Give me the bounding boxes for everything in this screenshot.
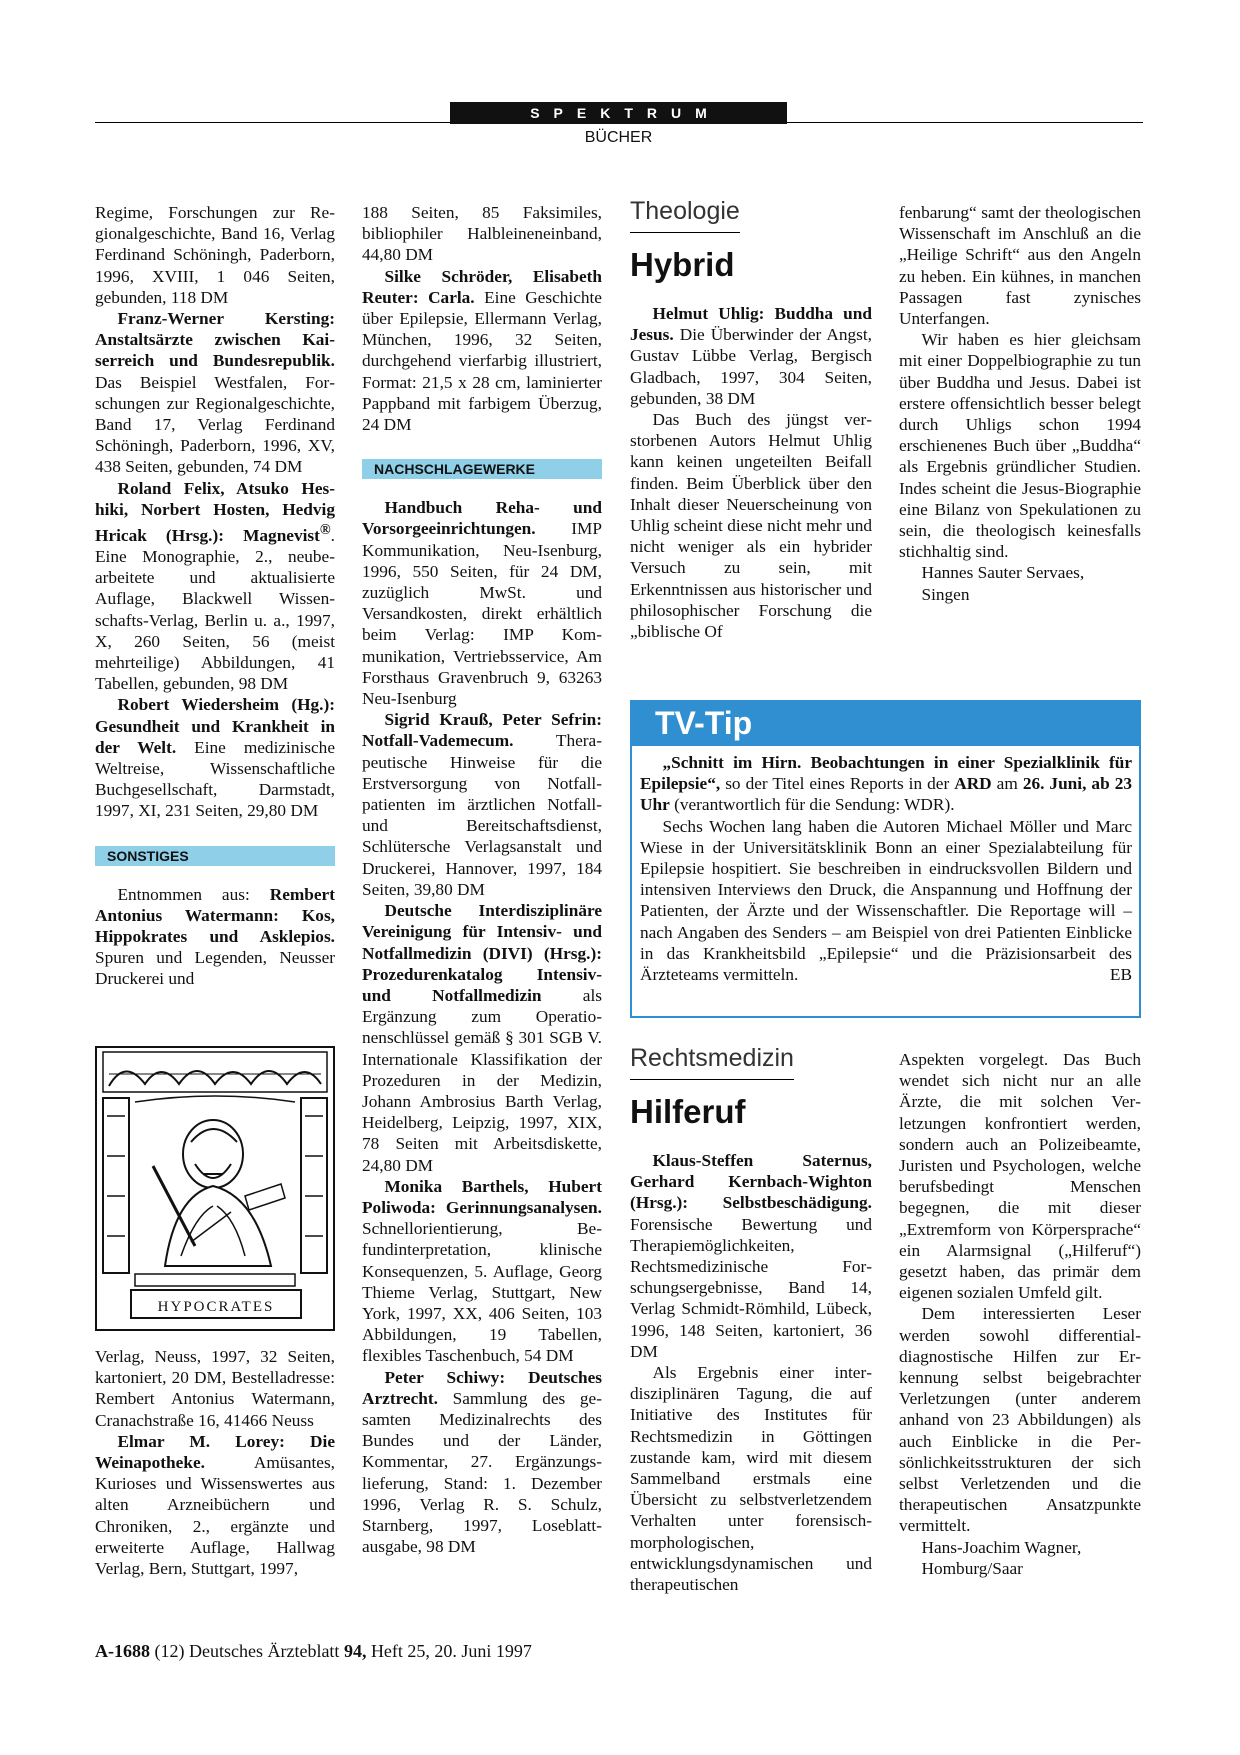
book-entry: Helmut Uhlig: Buddha und Jesus. Die Überwinder der Angst, Gustav Lübbe Verlag, Bergisch Gladbach, 1997, 304 Seiten, gebunden, 38 DM (630, 304, 872, 408)
tv-tip-title: TV-Tip (630, 700, 1141, 746)
book-entry: Klaus-Steffen Saternus, Gerhard Kernbach-Wighton (Hrsg.): Selbstbeschädigung. Forensische Bewertung und Therapiemöglichkeiten, Rechtsmedizinische Forschungsergebnisse, Band 14, Verlag Schmidt-Römhild, Lübeck, 1996, 148 Seiten, kartoniert, 36 DM (630, 1151, 872, 1361)
book-entry: Elmar M. Lorey: Die Weinapotheke. Amüsantes, Kurioses und Wissenswertes aus alten Arzneibüchern und Chroniken, 2., ergänzte und erweiterte Auflage, Hallwag Verlag, Bern, Stuttgart, 1997, (95, 1431, 335, 1579)
book-entry: Peter Schiwy: Deutsches Arztrecht. Sammlung des gesamten Medizinalrechts des Bundes und der Länder, Kommentar, 27. Ergänzungslieferung, Stand: 1. Dezember 1996, Verlag R. S. Schulz, Starnberg, 1997, Loseblattausgabe, 98 DM (362, 1367, 602, 1557)
rechtsmedizin-column-b (899, 1049, 1141, 1579)
picture-caption: HYPOCRATES (157, 1299, 275, 1315)
tv-tip-signature: EB (1109, 965, 1132, 985)
page-footer: A-1688 (12) Deutsches Ärzteblatt 94, Heft 25, 20. Juni 1997 (95, 1641, 532, 1661)
book-entry: Regime, Forschungen zur Regionalgeschichte, Band 16, Verlag Ferdinand Schöningh, Paderborn, 1996, XVIII, 1 046 Seiten, gebunden, 118 DM (95, 203, 335, 307)
book-entry: Franz-Werner Kersting: Anstaltsärzte zwischen Kaiserreich und Bundesrepublik. Das Beispiel Westfalen, Forschungen zur Regionalgeschichte, Band 17, Verlag Ferdinand Schöningh, Paderborn, 1996, XV, 438 Seiten, gebunden, 74 DM (95, 309, 335, 477)
headline-hybrid: Hybrid (630, 246, 735, 283)
column-1 (95, 202, 335, 990)
book-entry: Roland Felix, Atsuko Heshiki, Norbert Hosten, Hedvig Hricak (Hrsg.): Magnevist®. Eine Monographie, 2., neubearbeitete und aktualisierte Auflage, Blackwell Wissenschafts-Verlag, Berlin u. a., 1997, X, 260 Seiten, 56 (meist mehrteilige) Abbildungen, 41 Tabellen, gebunden, 98 DM (95, 478, 335, 694)
book-entry: Monika Barthels, Hubert Poliwoda: Gerinnungsanalysen. Schnellorientierung, Befundinterpretation, klinische Konsequenzen, 5. Auflage, Georg Thieme Verlag, Stuttgart, New York, 1997, XX, 406 Seiten, 103 Abbildungen, 19 Tabellen, flexibles Taschenbuch, 54 DM (362, 1176, 602, 1366)
subsection-header: BÜCHER (584, 129, 653, 146)
review-paragraph: Das Buch des jüngst verstorbenen Autors Helmut Uhlig kann keinen ungeteilten Beifall finden. Beim Überblick über den Inhalt dieser Neuerscheinung von Uhlig scheint diese nicht mehr und nicht weniger als ein hybrider Versuch zu sein, mit Erkenntnissen aus historischer und philosophischer Forschung die „biblische Of (630, 410, 872, 642)
category-rechtsmedizin: Rechtsmedizin (630, 1043, 794, 1080)
headline-hilferuf: Hilferuf (630, 1093, 746, 1130)
review-author: Hannes Sauter Servaes, Singen (921, 563, 1085, 604)
review-paragraph: Aspekten vorgelegt. Das Buch wendet sich nicht nur an alle Ärzte, die mit solchen Verletzungen konfrontiert werden, sondern auch an Polizeibeamte, Juristen und Psychologen, welche berufsbedingt Menschen begegnen, die mit dieser „Extremform von Körpersprache“ ein Alarmsignal („Hilferuf“) gesetzt haben, das primär dem eigenen sozialen Umfeld gilt. (899, 1050, 1141, 1303)
book-entry: Verlag, Neuss, 1997, 32 Seiten, kartoniert, 20 DM, Bestelladresse: Rembert Antonius Watermann, Cranachstraße 16, 41466 Neuss (95, 1347, 335, 1430)
section-label-sonstiges: SONSTIGES (95, 846, 335, 866)
book-entry: Deutsche Interdisziplinäre Vereinigung für Intensiv- und Notfallmedizin (DIVI) (Hrsg.): Prozedurenkatalog Intensiv- und Notfallmedizin als Ergänzung zum Operationenschlüssel gemäß § 301 SGB V. Internationale Klassifikation der Prozeduren in der Medizin, Johann Ambrosius Barth Verlag, Heidelberg, Leipzig, 1997, XIX, 78 Seiten mit Arbeitsdiskette, 24,80 DM (362, 901, 602, 1175)
tv-tip-text: „Schnitt im Hirn. Beobachtungen in einer Spezialklinik für Epilepsie“, so der Titel eines Reports in der ARD am 26. Juni, ab 23 Uhr (verantwortlich für die Sendung: WDR). Sechs Wochen lang haben die Autoren Michael Möller und Marc Wiese in der Universitätsklinik Bonn an einer Spezialabteilung für Epilepsie hospitiert. Sie beschreiben in eindrucksvollen Bildern und intensiven Interviews den Druck, die Anspannung und Hoffnung der Patienten, der Ärzte und der Wissenschaftler. Die Reportage will – nach Angaben des Senders – am Beispiel von drei Patienten Einblicke in das Krankheitsbild „Epilepsie“ und die Präzisionsarbeit des Ärzteteams vermitteln. EB (640, 753, 1132, 985)
book-entry: Entnommen aus: Rembert Antonius Watermann: Kos, Hippokrates und Asklepios. Spuren und Legenden, Neusser Druckerei und (95, 884, 335, 989)
book-entry: 188 Seiten, 85 Faksimiles, bibliophiler Halbleineneinband, 44,80 DM (362, 203, 602, 265)
column-2 (362, 202, 602, 1557)
review-paragraph: Als Ergebnis einer interdisziplinären Tagung, die auf Initiative des Institutes für Rechtsmedizin in Göttingen zustande kam, wird mit diesem Sammelband erstmals eine Übersicht zu selbstverletzendem Verhalten unter forensisch-morphologischen, entwicklungsdynamischen und therapeutischen (630, 1363, 872, 1595)
category-theologie: Theologie (630, 196, 740, 233)
page-number: A-1688 (95, 1641, 150, 1661)
book-entry: Handbuch Reha- und Vorsorgeeinrichtungen. IMP Kommunikation, Neu-Isenburg, 1996, 550 Seiten, für 24 DM, zuzüglich MwSt. und Versandkosten, direkt erhältlich beim Verlag: IMP Kommunikation, Vertriebsservice, Am Forsthaus Gravenbruch 9, 63263 Neu-Isenburg (362, 498, 602, 709)
theologie-column-b (899, 202, 1141, 605)
book-entry: Silke Schröder, Elisabeth Reuter: Carla. Eine Geschichte über Epilepsie, Ellermann Verlag, München, 1996, 32 Seiten, durchgehend vierfarbig illustriert, Format: 21,5 x 28 cm, laminierter Pappband mit farbigem Überzug, 24 DM (362, 266, 602, 435)
hippocrates-woodcut-image (95, 1046, 335, 1331)
rechtsmedizin-column-a (630, 1043, 872, 1595)
theologie-column-a (630, 196, 872, 642)
review-paragraph: Wir haben es hier gleichsam mit einer Doppelbiographie zu tun über Buddha und Jesus. Dabei ist erstere offensichtlich besser belegt durch Uhligs schon 1994 erschienenes Buch über „Buddha“ als Ergebnis gründlicher Studien. Indes scheint die Jesus-Biographie eine Bilanz von Spekulationen zu sein, die theologisch keinesfalls stichhaltig sind. (899, 330, 1141, 562)
book-entry: Robert Wiedersheim (Hg.): Gesundheit und Krankheit in der Welt. Eine medizinische Weltreise, Wissenschaftliche Buchgesellschaft, Darmstadt, 1997, XI, 231 Seiten, 29,80 DM (95, 695, 335, 821)
review-paragraph: Dem interessierten Leser werden sowohl differentialdiagnostische Hilfen zur Erkennung selbst beigebrachter Verletzungen (unter anderem anhand von 23 Abbildungen) als auch Einblicke in die Persönlichkeitsstrukturen der sich selbst Verletzenden und die therapeutischen Ansatzpunkte vermittelt. (899, 1304, 1141, 1536)
book-entry: Sigrid Krauß, Peter Sefrin: Notfall-Vademecum. Therapeutische Hinweise für die Erstversorgung von Notfallpatienten im ärztlichen Notfall- und Bereitschaftsdienst, Schlütersche Verlagsanstalt und Druckerei, Hannover, 1997, 184 Seiten, 39,80 DM (362, 710, 602, 899)
column-1-continued (95, 1346, 335, 1579)
review-author: Hans-Joachim Wagner, Homburg/Saar (921, 1537, 1082, 1578)
section-header: SPEKTRUM (450, 102, 787, 124)
review-paragraph: fenbarung“ samt der theologischen Wissenschaft im Anschluß an die „Heilige Schrift“ aus den Angeln zu heben. Ein kühnes, in manchen Passagen fast zynisches Unterfangen. (899, 203, 1141, 329)
section-label-nachschlagewerke: NACHSCHLAGEWERKE (362, 459, 602, 479)
